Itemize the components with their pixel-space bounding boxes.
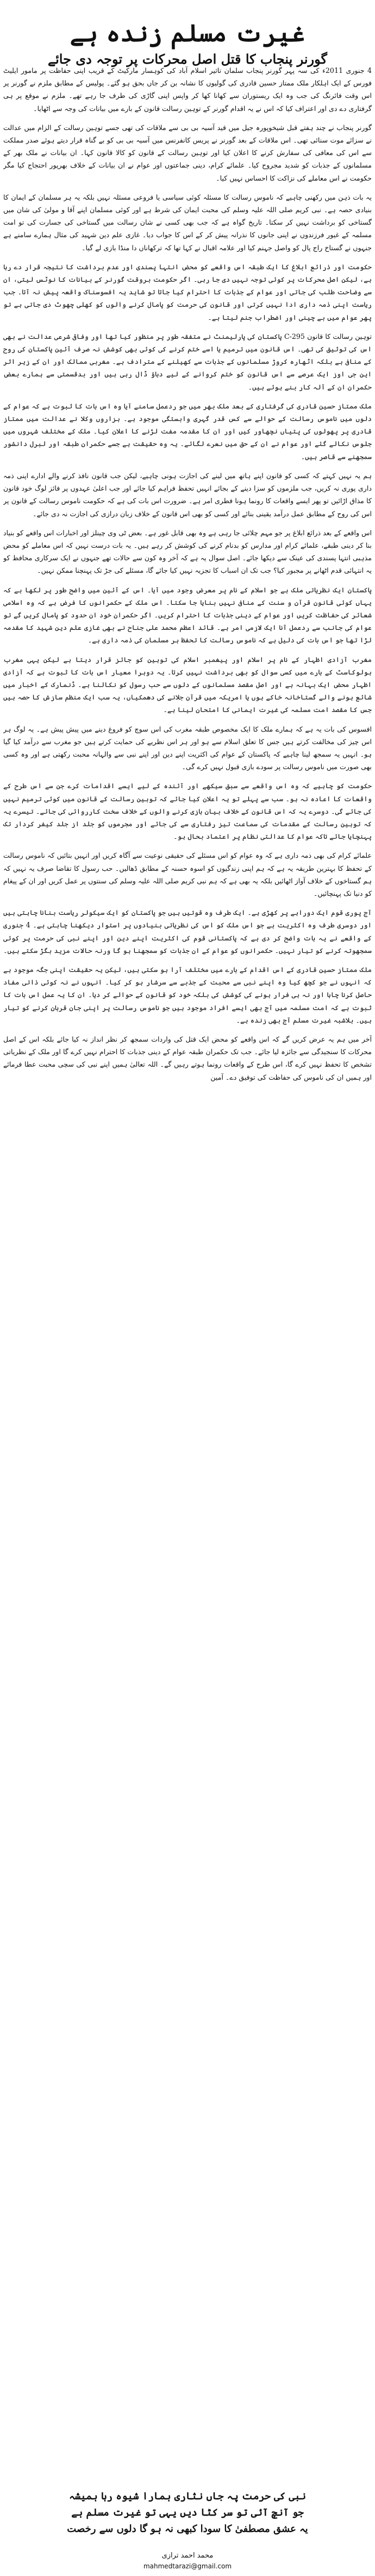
article-paragraph: یہ بات ذہن میں رکھنی چاہیے کہ ناموس رسالت کا مسئلہ کوئی سیاسی یا فروعی مسئلہ نہیں بلکہ یہ ہر مسلمان کے ایمان کا بنیادی حصہ ہے۔ نبی کریم صلی اللہ علیہ وسلم کی محبت ایمان کی شرط ہے اور کوئی مسلمان اپنے آقا و مولیٰ کی شان میں گستاخی کو برداشت نہیں کر سکتا۔ تاریخ گواہ ہے کہ جب بھی کسی نے شان رسالت میں گستاخی کی جسارت کی تو امت مسلمہ کے غیور فرزندوں نے اپنی جانوں کا نذرانہ پیش کر کے اس کا جواب دیا۔ غازی علم دین شہید کی مثال ہمارے سامنے ہے جنہوں نے گستاخ راج پال کو واصل جہنم کیا اور علامہ اقبال نے کہا تھا کہ ترکھاناں دا منڈا بازی لے گیا۔ <box>3 193 372 252</box>
closing-verse <box>0 2488 375 2537</box>
article-body <box>3 64 372 2479</box>
article-paragraph: حکومت اور ذرائع ابلاغ کا ایک طبقہ اس واقعے کو محض انتہا پسندی اور عدم برداشت کا نتیجہ قرار دے رہا ہے، لیکن اصل محرکات پر کوئی توجہ نہیں دی جا رہی۔ اگر حکومت بروقت گورنر کے بیانات کا نوٹس لیتی، ان سے وضاحت طلب کی جاتی اور عوام کے جذبات کا احترام کیا جاتا تو شاید یہ افسوسناک واقعہ پیش نہ آتا۔ جب ریاست اپنی ذمہ داری ادا نہیں کرتی اور قانون کی حرمت کو پامال کرنے والوں کو کھلی چھوٹ دی جاتی ہے تو پھر عوام میں بے چینی اور اضطراب جنم لیتا ہے۔ <box>3 262 372 321</box>
article-paragraph: توہین رسالت کا قانون 295-C پاکستان کی پارلیمنٹ نے متفقہ طور پر منظور کیا تھا اور وفاقی شرعی عدالت نے بھی اس کی توثیق کی تھی۔ اس قانون میں ترمیم یا اسے ختم کرنے کی کوئی بھی کوشش نہ صرف آئین پاکستان کی روح کے منافی ہے بلکہ اٹھارہ کروڑ مسلمانوں کے جذبات سے کھیلنے کے مترادف ہے۔ مغربی ممالک اور ان کے زیر اثر این جی اوز ایک عرصے سے اس قانون کو ختم کروانے کے لیے دباؤ ڈال رہی ہیں اور بدقسمتی سے ہمارے بعض حکمران ان کے آلہ کار بنے ہوئے ہیں۔ <box>3 332 372 391</box>
article-paragraph: 4 جنوری 2011ء کی سہ پہر گورنر پنجاب سلمان تاثیر اسلام آباد کی کوہسار مارکیٹ کے قریب اپنی حفاظت پر مامور ایلیٹ فورس کے ایک اہلکار ملک ممتاز حسین قادری کی گولیوں کا نشانہ بن کر جاں بحق ہو گئے۔ پولیس کے مطابق ملزم نے گورنر پر اس وقت فائرنگ کی جب وہ ایک ریستوران سے کھانا کھا کر واپس اپنی گاڑی کی طرف جا رہے تھے۔ ملزم نے موقع پر ہی گرفتاری دے دی اور اعتراف کیا کہ اس نے یہ اقدام گورنر کے توہین رسالت قانون کے بارے میں بیانات کی وجہ سے اٹھایا۔ <box>3 66 372 113</box>
article-paragraph: گورنر پنجاب نے چند ہفتے قبل شیخوپورہ جیل میں قید آسیہ بی بی سے ملاقات کی تھی جسے توہین رسالت کے الزام میں عدالت نے سزائے موت سنائی تھی۔ اس ملاقات کے بعد گورنر نے پریس کانفرنس میں آسیہ بی بی کو بے گناہ قرار دیتے ہوئے صدر مملکت سے اس کی معافی کی سفارش کرنے کا اعلان کیا اور توہین رسالت کے قانون کو کالا قانون کہا۔ ان بیانات نے ملک بھر کے مسلمانوں کے جذبات کو شدید مجروح کیا۔ علمائے کرام، دینی جماعتوں اور عوام نے ان بیانات کے خلاف بھرپور احتجاج کیا مگر حکومت نے اس معاملے کی نزاکت کا احساس نہیں کیا۔ <box>3 123 372 182</box>
author-email: mahmedtarazi@gmail.com <box>143 2562 232 2570</box>
article-paragraph: اس واقعے کے بعد ذرائع ابلاغ پر جو مہم چلائی جا رہی ہے وہ بھی قابل غور ہے۔ بعض ٹی وی چینلز اور اخبارات اس واقعے کو بنیاد بنا کر دینی طبقے، علمائے کرام اور مدارس کو بدنام کرنے کی کوشش کر رہے ہیں۔ یہ بات درست نہیں کہ اس معاملے کو محض مذہبی انتہا پسندی کی عینک سے دیکھا جائے۔ اصل سوال یہ ہے کہ آخر وہ کون سے حالات تھے جنہوں نے ایک سرکاری محافظ کو یہ انتہائی قدم اٹھانے پر مجبور کیا؟ جب تک ان اسباب کا تجزیہ نہیں کیا جائے گا، مسئلے کی جڑ تک پہنچنا ممکن نہیں۔ <box>3 528 372 575</box>
article-title: غیرت مسلم زندہ ہے <box>70 20 305 48</box>
article-paragraph: ملک ممتاز حسین قادری کی گرفتاری کے بعد ملک بھر میں جو ردعمل سامنے آیا وہ اس بات کا ثبوت ہے کہ عوام کے دلوں میں ناموس رسالت کے حوالے سے کس قدر گہری وابستگی موجود ہے۔ ہزاروں وکلا نے عدالت میں ممتاز قادری پر پھولوں کی پتیاں نچھاور کیں اور ان کا مقدمہ مفت لڑنے کا اعلان کیا۔ ملک کے مختلف شہروں میں جلوس نکالے گئے اور عوام نے ان کے حق میں نعرے لگائے۔ یہ وہ حقیقت ہے جسے حکمران طبقہ اور لبرل دانشور سمجھنے سے قاصر ہیں۔ <box>3 401 372 461</box>
article-paragraph: افسوس کی بات یہ ہے کہ ہمارے ملک کا ایک مخصوص طبقہ مغرب کی اس سوچ کو فروغ دینے میں پیش پیش ہے۔ یہ لوگ ہر اس چیز کی مخالفت کرتے ہیں جس کا تعلق اسلام سے ہو اور ہر اس نظریے کی حمایت کرتے ہیں جو مغرب سے درآمد کیا گیا ہو۔ انہیں یہ سمجھ لینا چاہیے کہ پاکستان کے عوام کی اکثریت اپنے دین اور اپنے نبی سے والہانہ محبت رکھتی ہے اور وہ کسی بھی صورت میں ناموس رسالت پر سودے بازی قبول نہیں کرے گی۔ <box>3 725 372 771</box>
article-paragraph: آخر میں ہم یہ عرض کریں گے کہ اس واقعے کو محض ایک قتل کی واردات سمجھ کر نظر انداز نہ کیا جائے بلکہ اس کے اصل محرکات کا سنجیدگی سے جائزہ لیا جائے۔ جب تک حکمران طبقہ عوام کے دینی جذبات کا احترام نہیں کرے گا اور ملک کے نظریاتی تشخص کا تحفظ نہیں کرے گا، اس طرح کے واقعات رونما ہوتے رہیں گے۔ اللہ تعالیٰ ہمیں اپنے نبی کی سچی محبت عطا فرمائے اور ہمیں ان کی ناموس کی حفاظت کی توفیق دے۔ آمین <box>3 1035 372 1081</box>
article-paragraph: آج پوری قوم ایک دوراہے پر کھڑی ہے۔ ایک طرف وہ قوتیں ہیں جو پاکستان کو ایک سیکولر ریاست بنانا چاہتی ہیں اور دوسری طرف وہ اکثریت ہے جو اس ملک کو اس کی نظریاتی بنیادوں پر استوار دیکھنا چاہتی ہے۔ 4 جنوری کے واقعے نے یہ بات واضح کر دی ہے کہ پاکستانی قوم کی اکثریت اپنے دین اور اپنے نبی کی حرمت پر کوئی سمجھوتہ کرنے کو تیار نہیں۔ حکمرانوں کو عوام کے ان جذبات کو سمجھنا ہو گا ورنہ حالات مزید بگڑ سکتے ہیں۔ <box>3 908 372 955</box>
article-paragraph: حکومت کو چاہیے کہ وہ اس واقعے سے سبق سیکھے اور آئندہ کے لیے ایسے اقدامات کرے جن سے اس طرح کے واقعات کا اعادہ نہ ہو۔ سب سے پہلے تو یہ اعلان کیا جائے کہ توہین رسالت کے قانون میں کوئی ترمیم نہیں کی جائے گی۔ دوسرے یہ کہ اس قانون کے خلاف بیان بازی کرنے والوں کے خلاف سخت کارروائی کی جائے۔ تیسرے یہ کہ توہین رسالت کے مقدمات کی سماعت تیز رفتاری سے کی جائے اور مجرموں کو جلد از جلد کیفر کردار تک پہنچایا جائے تاکہ عوام کا عدالتی نظام پر اعتماد بحال ہو۔ <box>3 782 372 841</box>
verse-line: جو آنچ آئی تو سر کٹا دیں یہی تو غیرت مسلم ہے <box>71 2507 304 2518</box>
article-paragraph: پاکستان ایک نظریاتی ملک ہے جو اسلام کے نام پر معرض وجود میں آیا۔ اس کے آئین میں واضح طور پر لکھا ہے کہ یہاں کوئی قانون قرآن و سنت کے منافی نہیں بنایا جا سکتا۔ اس ملک کے حکمرانوں کا فرض ہے کہ وہ اسلامی شعائر کی حفاظت کریں اور عوام کے دینی جذبات کا احترام کریں۔ اگر حکمران خود ان حدود کو پامال کریں گے تو عوام کی جانب سے ردعمل آنا ایک لازمی امر ہے۔ قائد اعظم محمد علی جناح نے بھی غازی علم دین شہید کا مقدمہ لڑا تھا جو اس بات کی دلیل ہے کہ ناموس رسالت کا تحفظ ہر مسلمان کی ذمہ داری ہے۔ <box>3 585 372 645</box>
author-name: محمد احمد ترازی <box>161 2552 214 2560</box>
article-paragraph: علمائے کرام کی بھی ذمہ داری ہے کہ وہ عوام کو اس مسئلے کی حقیقی نوعیت سے آگاہ کریں اور انہیں بتائیں کہ ناموس رسالت کے تحفظ کا بہترین طریقہ یہ ہے کہ ہم اپنی زندگیوں کو اسوہ حسنہ کے مطابق ڈھالیں۔ حب رسول کا تقاضا صرف یہ نہیں کہ ہم گستاخوں کے خلاف آواز اٹھائیں بلکہ یہ بھی ہے کہ ہم نبی کریم صلی اللہ علیہ وسلم کی سنتوں پر عمل کریں اور ان کے پیغام کو دنیا تک پہنچائیں۔ <box>3 851 372 897</box>
verse-line: نبی کی حرمت پہ جاں نثاری ہمارا شیوہ رہا ہمیشہ <box>68 2491 307 2502</box>
article-paragraph: ہم یہ نہیں کہتے کہ کسی کو قانون اپنے ہاتھ میں لینے کی اجازت ہونی چاہیے، لیکن جب قانون نافذ کرنے والے ادارے اپنی ذمہ داری پوری نہ کریں، جب ملزموں کو سزا دینے کے بجائے انہیں تحفظ فراہم کیا جائے اور جب اعلیٰ عہدوں پر فائز لوگ خود قانون کا مذاق اڑائیں تو پھر ایسے واقعات کا رونما ہونا فطری امر ہے۔ ضرورت اس بات کی ہے کہ حکومت ناموس رسالت کے قانون پر اس کی روح کے مطابق عمل درآمد یقینی بنائے اور کسی کو بھی اس قانون کے خلاف زبان درازی کی اجازت نہ دی جائے۔ <box>3 471 372 518</box>
article-paragraph: مغرب آزادی اظہار کے نام پر اسلام اور پیغمبر اسلام کی توہین کو جائز قرار دیتا ہے لیکن یہی مغرب ہولوکاسٹ کے بارے میں کسی سوال کو بھی برداشت نہیں کرتا۔ یہ دوہرا معیار اس بات کا ثبوت ہے کہ آزادی اظہار محض ایک بہانہ ہے اور اصل مقصد مسلمانوں کے دلوں سے حب رسول کو نکالنا ہے۔ ڈنمارک کے اخبار میں شائع ہونے والے گستاخانہ خاکے ہوں یا امریکہ میں قرآن جلانے کی دھمکیاں، یہ سب ایک منظم سازش کا حصہ ہیں جس کا مقصد امت مسلمہ کی غیرت ایمانی کا امتحان لینا ہے۔ <box>3 655 372 714</box>
article-paragraph: ملک ممتاز حسین قادری کے اس اقدام کے بارے میں مختلف آرا ہو سکتی ہیں، لیکن یہ حقیقت اپنی جگہ موجود ہے کہ انہوں نے جو کچھ کیا وہ اپنے نبی سے محبت کے جذبے سے سرشار ہو کر کیا۔ انہوں نے نہ کوئی ذاتی مفاد حاصل کرنا چاہا اور نہ ہی فرار ہونے کی کوشش کی بلکہ خود کو قانون کے حوالے کر دیا۔ ان کا یہ عمل اس بات کا ثبوت ہے کہ امت مسلمہ میں آج بھی ایسے افراد موجود ہیں جو ناموس رسالت پر اپنی جان قربان کرنے کو تیار ہیں۔ بلاشبہ غیرت مسلم آج بھی زندہ ہے۔ <box>3 965 372 1024</box>
verse-line: یہ عشق مصطفیٰ کا سودا کبھی نہ ہو گا دلوں سے رخصت <box>67 2523 308 2535</box>
article-subtitle: گورنر پنجاب کا قتل اصل محرکات پر توجہ دی جائے <box>48 51 327 67</box>
